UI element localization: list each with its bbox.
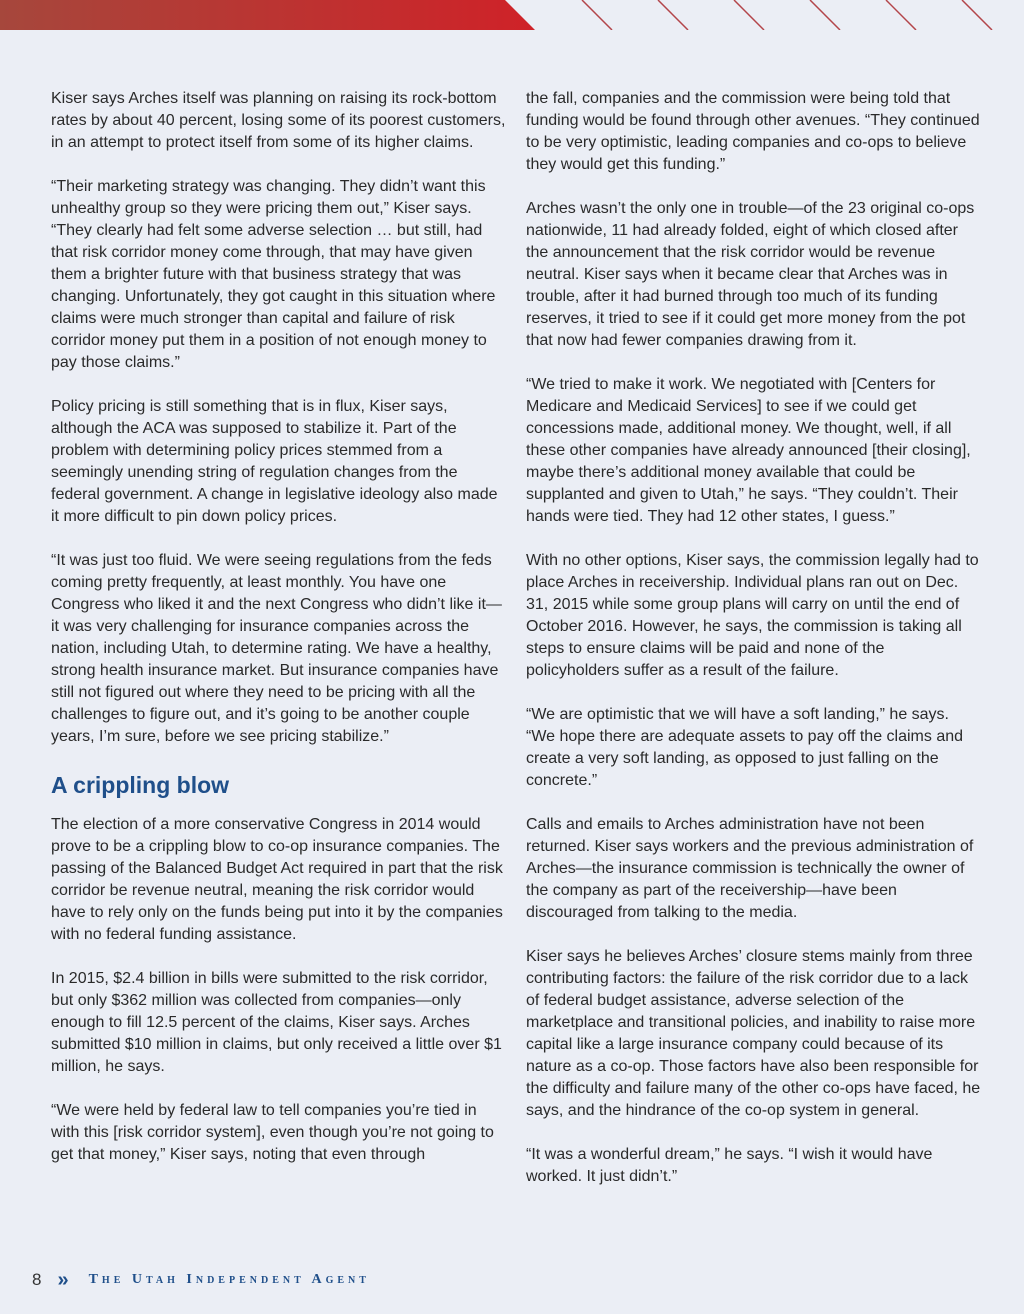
header-decoration-band: [0, 0, 1024, 30]
paragraph: Kiser says Arches itself was planning on raising its rock-bottom rates by about 40 percent, losing some of its poorest customers, in an attempt to protect itself from some of its higher claims.: [51, 90, 506, 151]
paragraph: Kiser says he believes Arches’ closure stems mainly from three contributing factors: the failure of the risk corridor due to a lack of federal budget assistance, adverse selection of the marketplace and transitional policies, and inability to raise more capital like a large insurance company could because of its nature as a co-op. Those factors have also been responsible for the difficulty and failure many of the other co-ops have faced, he says, and the hindrance of the co-op system in general.: [526, 948, 981, 1119]
paragraph: “We are optimistic that we will have a soft landing,” he says. “We hope there are adequate assets to pay off the claims and create a very soft landing, as opposed to just falling on the concrete.”: [526, 706, 964, 789]
paragraph: “It was just too fluid. We were seeing regulations from the feds coming pretty frequently, at least monthly. You have one Congress who liked it and the next Congress who didn’t like it—it was very challenging for insurance companies across the nation, including Utah, to determine rating. We have a healthy, strong health insurance market. But insurance companies have still not figured out where they need to be pricing with all the challenges to figure out, and it’s going to be another couple years, I’m sure, before we see pricing stabilize.”: [51, 552, 502, 745]
page-number: 8: [32, 1270, 42, 1289]
paragraph: the fall, companies and the commission were being told that funding would be found through other avenues. “They continued to be very optimistic, leading companies and co-ops to believe they would get this funding.”: [526, 90, 980, 173]
section-heading: A crippling blow: [51, 772, 230, 798]
paragraph: With no other options, Kiser says, the commission legally had to place Arches in receivership. Individual plans ran out on Dec. 31, 2015 while some group plans will carry on until the end of October 2016. However, he says, the commission is taking all steps to ensure claims will be paid and none of the policyholders suffer as a result of the failure.: [526, 552, 979, 679]
double-chevron-right-icon: »: [57, 1269, 69, 1291]
paragraph: In 2015, $2.4 billion in bills were submitted to the risk corridor, but only $362 million was collected from companies—only enough to fill 12.5 percent of the claims, Kiser says. Arches submitted $10 million in claims, but only received a little over $1 million, he says.: [51, 970, 502, 1075]
page-footer: [32, 1266, 370, 1294]
right-column: [526, 88, 981, 1210]
paragraph: “We tried to make it work. We negotiated with [Centers for Medicare and Medicaid Services] to see if we could get concessions made, additional money. We thought, well, if all these other companies have already announced [their closing], maybe there’s additional money available that could be supplanted and given to Utah,” he says. “They couldn’t. Their hands were tied. They had 12 other states, I guess.”: [526, 376, 971, 525]
paragraph: “It was a wonderful dream,” he says. “I wish it would have worked. It just didn’t.”: [526, 1146, 933, 1185]
publication-name: The Utah Independent Agent: [88, 1272, 370, 1287]
paragraph: Calls and emails to Arches administration have not been returned. Kiser says workers and the previous administration of Arches—the insurance commission is technically the owner of the company as part of the receivership—have been discouraged from talking to the media.: [526, 816, 974, 921]
paragraph: “We were held by federal law to tell companies you’re tied in with this [risk corridor system], even though you’re not going to get that money,” Kiser says, noting that even through: [51, 1102, 494, 1163]
paragraph: The election of a more conservative Congress in 2014 would prove to be a crippling blow to co-op insurance companies. The passing of the Balanced Budget Act required in part that the risk corridor be revenue neutral, meaning the risk corridor would have to rely only on the funds being put into it by the companies with no federal funding assistance.: [51, 816, 503, 943]
paragraph: Policy pricing is still something that is in flux, Kiser says, although the ACA was supposed to stabilize it. Part of the problem with determining policy prices stemmed from a seemingly unending string of regulation changes from the federal government. A change in legislative ideology also made it more difficult to pin down policy prices.: [51, 398, 498, 525]
paragraph: “Their marketing strategy was changing. They didn’t want this unhealthy group so they were pricing them out,” Kiser says. “They clearly had felt some adverse selection … but still, had that risk corridor money come through, that may have given them a brighter future with that business strategy that was changing. Unfortunately, they got caught in this situation where claims were much stronger than capital and failure of risk corridor money put them in a position of not enough money to pay those claims.”: [51, 178, 496, 371]
paragraph: Arches wasn’t the only one in trouble—of the 23 original co-ops nationwide, 11 had already folded, eight of which closed after the announcement that the risk corridor would be revenue neutral. Kiser says when it became clear that Arches was in trouble, after it had burned through too much of its funding reserves, it tried to see if it could get more money from the pot that now had fewer companies drawing from it.: [526, 200, 975, 349]
left-column: [51, 88, 507, 1188]
